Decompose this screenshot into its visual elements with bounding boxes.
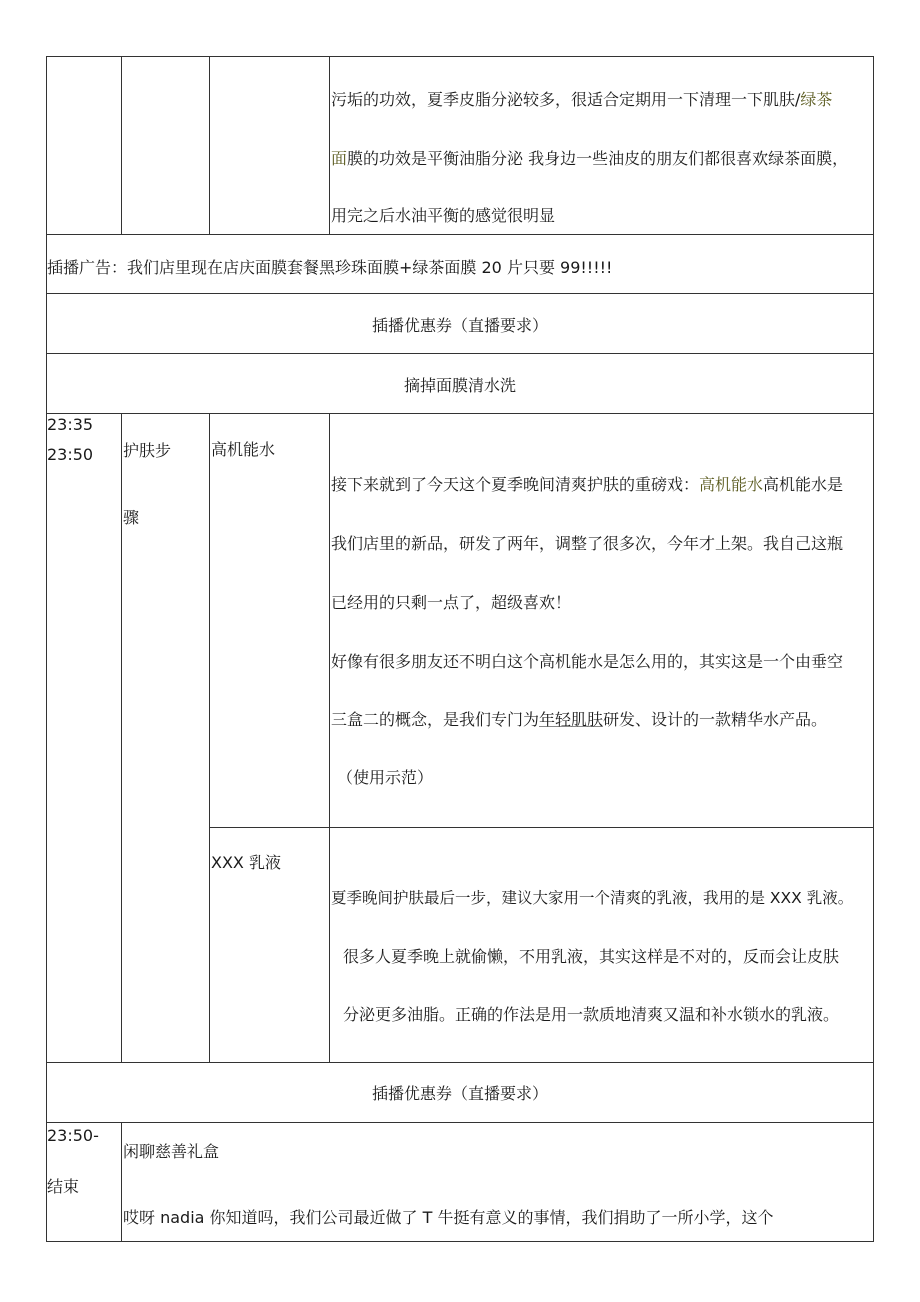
col-border <box>329 56 330 234</box>
col-border <box>873 56 874 1242</box>
row-border <box>46 353 874 354</box>
ad-text: 插播广告：我们店里现在店庆面膜套餐黑珍珠面膜+绿茶面膜 20 片只要 99!!!!! <box>47 258 613 277</box>
product-desc-line: 夏季晚间护肤最后一步，建议大家用一个清爽的乳液，我用的是 XXX 乳液。 <box>331 889 854 907</box>
coupon-notice: 插播优惠券（直播要求） <box>371 1084 548 1103</box>
time-start: 23:35 <box>47 415 94 434</box>
product-desc-line: 三盒二的概念，是我们专门为年轻肌肤研发、设计的一款精华水产品。 <box>331 710 828 729</box>
row-border <box>46 413 874 414</box>
row-border <box>46 1122 874 1123</box>
demo-note: （使用示范） <box>337 768 434 787</box>
product-desc-line: 已经用的只剩一点了，超级喜欢！ <box>331 593 572 612</box>
row-border <box>46 293 874 294</box>
time-end: 结束 <box>47 1177 80 1196</box>
product-desc-line: 我们店里的新品，研发了两年，调整了很多次，今年才上架。我自己这瓶 <box>331 534 844 553</box>
top-line-3: 用完之后水油平衡的感觉很明显 <box>331 206 556 225</box>
col-border <box>121 56 122 234</box>
product-name: 高机能水 <box>211 440 276 459</box>
row-border <box>46 1241 874 1242</box>
product-name: XXX 乳液 <box>211 853 281 872</box>
row-border <box>209 827 874 828</box>
top-line-2: 面膜的功效是平衡油脂分泌 我身边一些油皮的朋友们都很喜欢绿茶面膜， <box>331 149 849 168</box>
col-border <box>209 413 210 1062</box>
col-border <box>209 56 210 234</box>
row-border <box>46 234 874 235</box>
segment-title: 闲聊慈善礼盒 <box>123 1142 220 1161</box>
category-label-cont: 骤 <box>123 508 140 527</box>
product-desc-line: 接下来就到了今天这个夏季晚间清爽护肤的重磅戏：高机能水高机能水是 <box>331 475 844 494</box>
segment-text: 哎呀 nadia 你知道吗，我们公司最近做了 T 牛挺有意义的事情，我们捐助了一所小学，这个 <box>123 1208 774 1227</box>
col-border <box>121 1122 122 1241</box>
time-end: 23:50 <box>47 445 94 464</box>
coupon-notice: 插播优惠券（直播要求） <box>371 316 548 335</box>
time-start: 23:50- <box>47 1126 99 1145</box>
row-border <box>46 1062 874 1063</box>
row-border <box>46 56 874 57</box>
product-desc-line: 分泌更多油脂。正确的作法是用一款质地清爽又温和补水锁水的乳液。 <box>343 1005 840 1024</box>
col-border <box>329 413 330 1062</box>
col-border <box>46 56 47 1242</box>
category-label: 护肤步 <box>123 441 172 460</box>
remove-mask-note: 摘掉面膜清水洗 <box>403 376 516 395</box>
top-line-1: 污垢的功效，夏季皮脂分泌较多，很适合定期用一下清理一下肌肤/绿茶 <box>331 90 833 109</box>
product-desc-line: 好像有很多朋友还不明白这个高机能水是怎么用的，其实这是一个由垂空 <box>331 652 844 671</box>
col-border <box>121 413 122 1062</box>
product-desc-line: 很多人夏季晚上就偷懒，不用乳液，其实这样是不对的，反而会让皮肤 <box>343 947 840 966</box>
